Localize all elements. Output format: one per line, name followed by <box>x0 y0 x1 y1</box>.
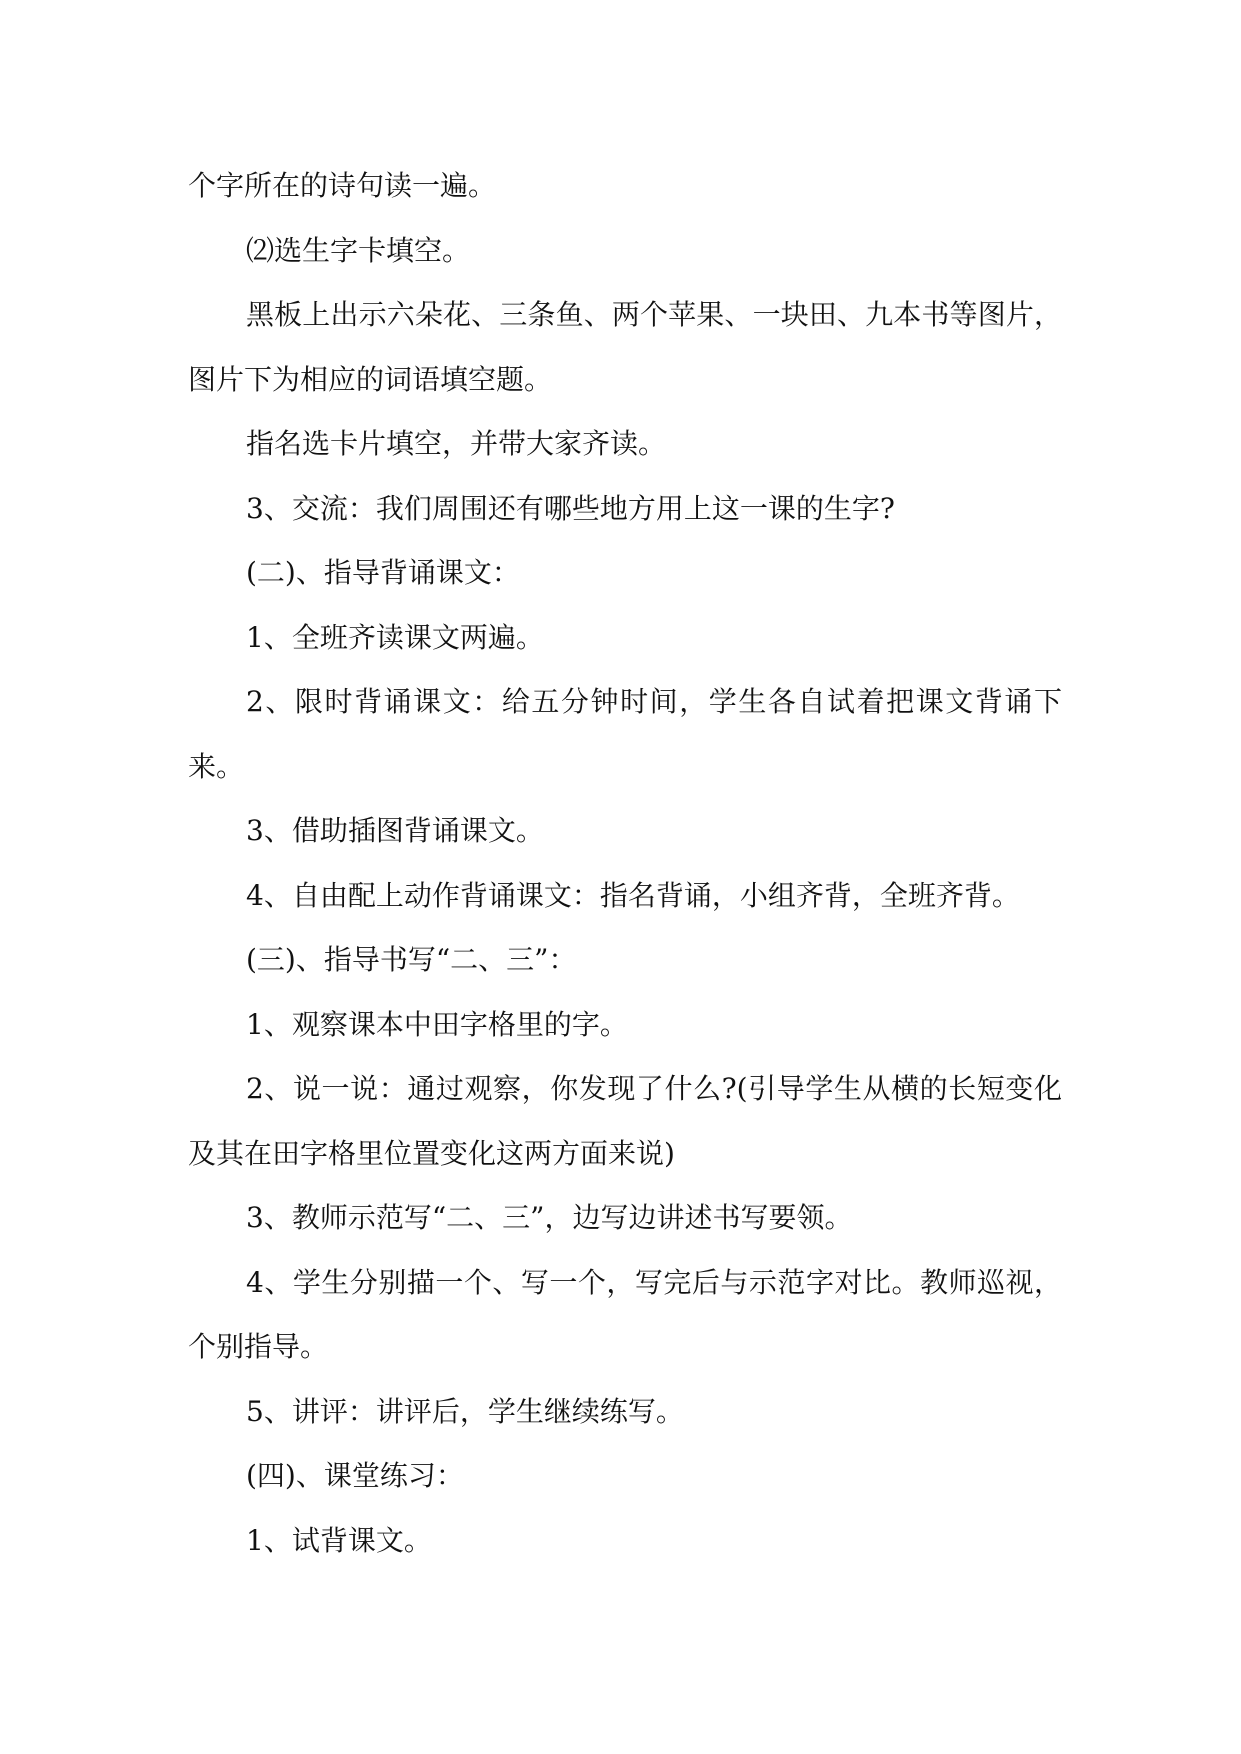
section-heading-3: (三)、指导书写“二、三”： <box>246 943 577 976</box>
paragraph-8: 2、限时背诵课文：给五分钟时间，学生各自试着把课文背诵下来。 <box>188 685 1062 783</box>
paragraph-1: 个字所在的诗句读一遍。 <box>188 169 497 202</box>
section-heading-4: (四)、课堂练习： <box>246 1459 464 1492</box>
paragraph-2: ⑵选生字卡填空。 <box>246 233 471 267</box>
paragraph-9: 3、借助插图背诵课文。 <box>246 814 544 847</box>
paragraph-5: 3、交流：我们周围还有哪些地方用上这一课的生字? <box>246 491 895 525</box>
paragraph-13: 2、说一说：通过观察，你发现了什么?(引导学生从横的长短变化及其在田字格里位置变化这两方面来说) <box>188 1072 1062 1170</box>
paragraph-12: 1、观察课本中田字格里的字。 <box>246 1007 628 1041</box>
paragraph-14: 3、教师示范写“二、三”，边写边讲述书写要领。 <box>246 1201 853 1234</box>
paragraph-7: 1、全班齐读课文两遍。 <box>246 620 544 654</box>
paragraph-3: 黑板上出示六朵花、三条鱼、两个苹果、一块田、九本书等图片，图片下为相应的词语填空题。 <box>188 298 1062 396</box>
paragraph-10: 4、自由配上动作背诵课文：指名背诵，小组齐背，全班齐背。 <box>246 878 1020 912</box>
paragraph-18: 1、试背课文。 <box>246 1523 432 1557</box>
document-body <box>188 154 1062 1573</box>
paragraph-15: 4、学生分别描一个、写一个，写完后与示范字对比。教师巡视，个别指导。 <box>188 1265 1062 1363</box>
section-heading-2: (二)、指导背诵课文： <box>246 556 520 589</box>
paragraph-4: 指名选卡片填空，并带大家齐读。 <box>246 427 667 460</box>
paragraph-16: 5、讲评：讲评后，学生继续练写。 <box>246 1394 684 1428</box>
